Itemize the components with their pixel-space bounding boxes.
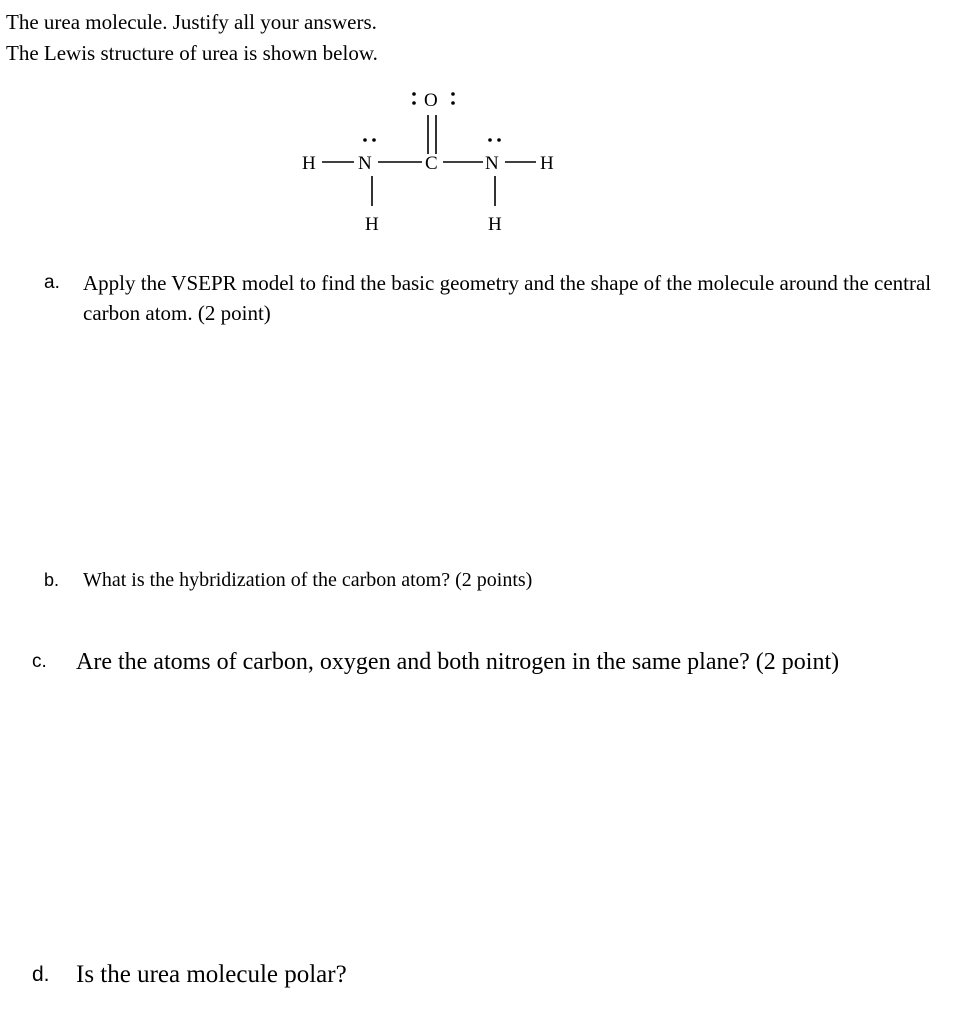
question-marker: b. xyxy=(44,570,60,590)
intro-title: The urea molecule. Justify all your answers. xyxy=(6,10,377,34)
question-marker: a. xyxy=(44,272,60,293)
lone-pair-dot xyxy=(488,138,492,142)
question-text: What is the hybridization of the carbon atom? (2 points) xyxy=(83,569,533,591)
atom-hydrogen-left: H xyxy=(302,153,316,174)
lone-pair-dot xyxy=(372,138,376,142)
question-text: Apply the VSEPR model to find the basic geometry and the shape of the molecule around the central carbon atom. (2 point) xyxy=(83,271,932,325)
question-marker: d. xyxy=(32,963,50,986)
intro-subtitle: The Lewis structure of urea is shown below. xyxy=(6,41,378,65)
atom-nitrogen-left: N xyxy=(358,153,372,174)
lone-pair-dot xyxy=(412,101,416,105)
lone-pair-dot xyxy=(363,138,367,142)
question-text: Are the atoms of carbon, oxygen and both nitrogen in the same plane? (2 point) xyxy=(76,649,840,675)
question-text: Is the urea molecule polar? xyxy=(76,961,347,988)
atom-hydrogen-right: H xyxy=(540,153,554,174)
atom-nitrogen-right: N xyxy=(485,153,499,174)
atom-hydrogen-bottom-right: H xyxy=(488,214,502,235)
atom-oxygen: O xyxy=(424,90,438,111)
lone-pair-dot xyxy=(412,92,416,96)
atom-hydrogen-bottom-left: H xyxy=(365,214,379,235)
urea-lewis-structure xyxy=(290,80,590,240)
atom-carbon: C xyxy=(425,153,438,174)
question-marker: c. xyxy=(32,651,47,672)
lone-pair-dot xyxy=(497,138,501,142)
lone-pair-dot xyxy=(451,92,455,96)
lone-pair-dot xyxy=(451,101,455,105)
